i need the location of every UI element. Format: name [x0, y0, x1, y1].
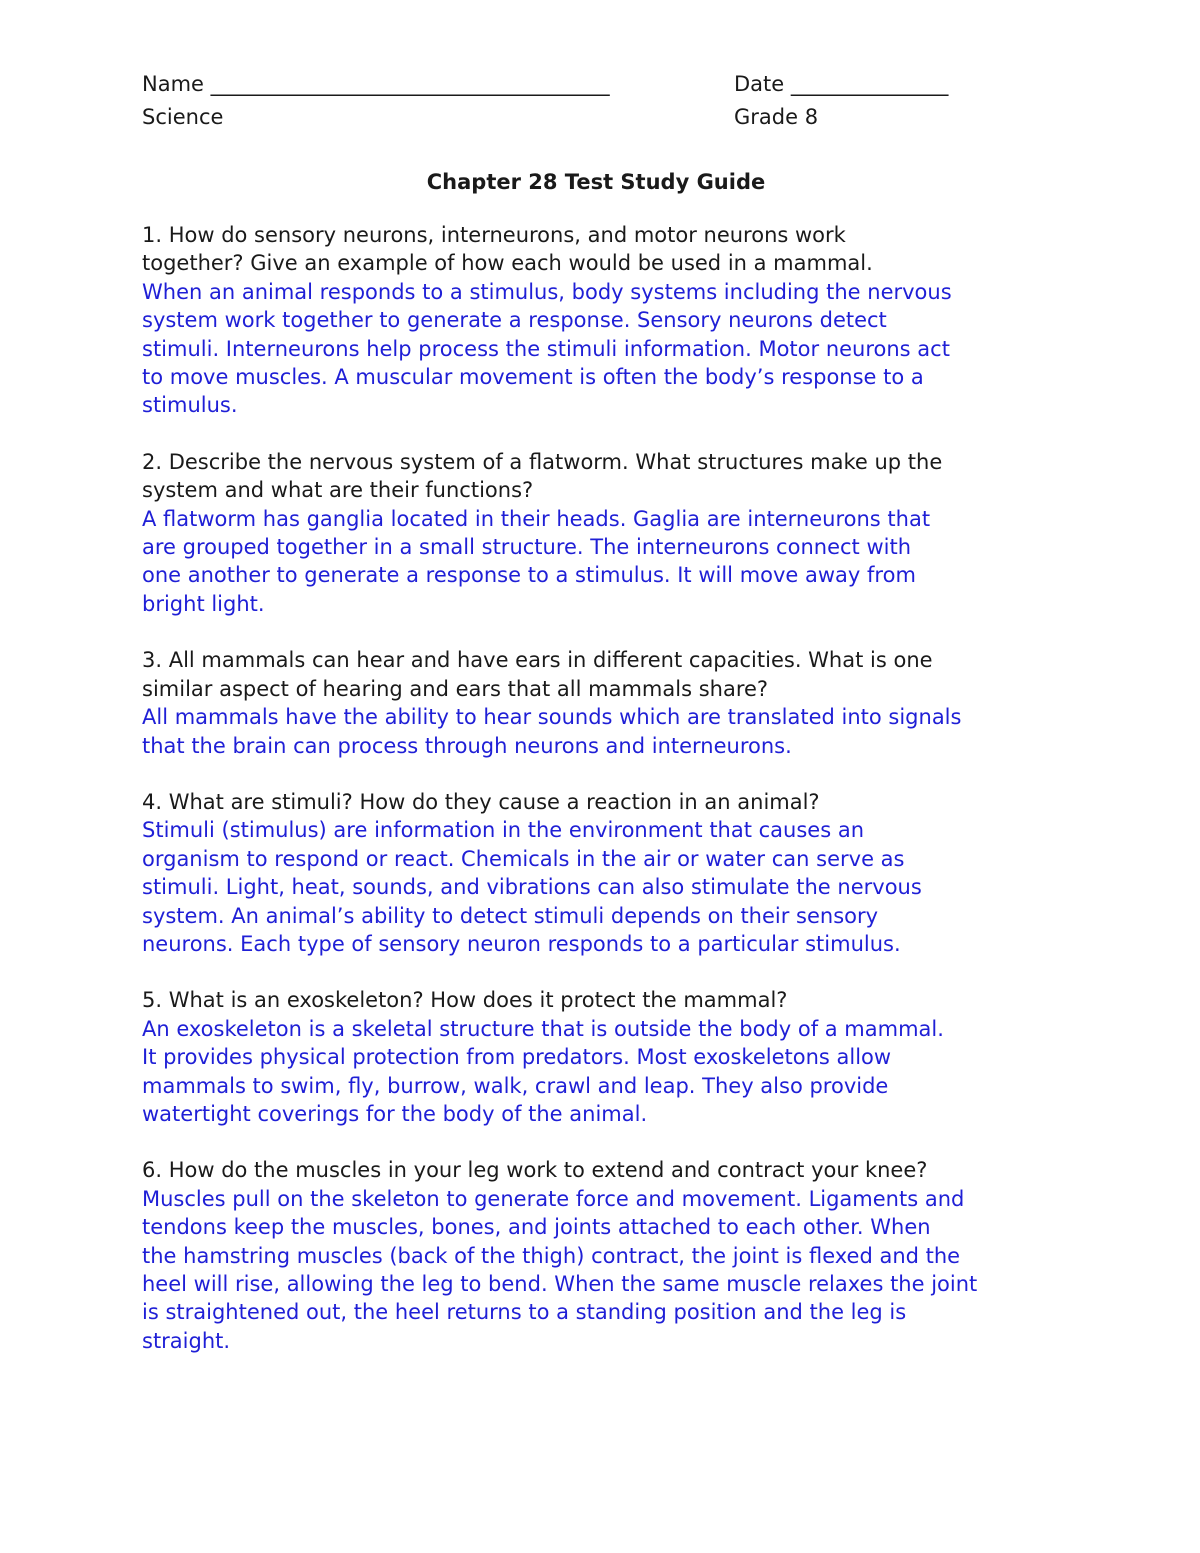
answer-line: stimuli. Interneurons help process the stimuli information. Motor neurons act — [142, 336, 950, 361]
page-title: Chapter 28 Test Study Guide — [426, 170, 766, 194]
question-line: 6. How do the muscles in your leg work to extend and contract your knee? — [142, 1158, 928, 1183]
answer-text — [142, 1015, 1062, 1129]
answer-text — [142, 1185, 1062, 1355]
question-text — [142, 448, 1062, 505]
question-block — [142, 448, 1062, 618]
question-line: together? Give an example of how each would be used in a mammal. — [142, 251, 873, 276]
answer-text — [142, 816, 1062, 958]
answer-line: system work together to generate a response. Sensory neurons detect — [142, 308, 887, 333]
answer-line: It provides physical protection from predators. Most exoskeletons allow — [142, 1045, 892, 1070]
question-text — [142, 1156, 1062, 1184]
answer-line: straight. — [142, 1328, 231, 1353]
question-block — [142, 788, 1062, 958]
answer-line: one another to generate a response to a stimulus. It will move away from — [142, 563, 916, 588]
answer-line: that the brain can process through neurons and interneurons. — [142, 733, 792, 758]
answer-text — [142, 505, 1062, 619]
answer-line: All mammals have the ability to hear sounds which are translated into signals — [142, 705, 962, 730]
answer-line: are grouped together in a small structure. The interneurons connect with — [142, 535, 912, 560]
answer-text — [142, 703, 1062, 760]
question-line: 2. Describe the nervous system of a flatworm. What structures make up the — [142, 449, 943, 474]
answer-line: system. An animal’s ability to detect stimuli depends on their sensory — [142, 903, 879, 928]
answer-line: stimulus. — [142, 393, 238, 418]
question-line: 1. How do sensory neurons, interneurons, and motor neurons work — [142, 223, 846, 247]
answer-line: organism to respond or react. Chemicals in the air or water can serve as — [142, 846, 905, 871]
question-block — [142, 221, 1062, 420]
grade-label: Grade 8 — [734, 105, 819, 129]
header-row-name-date — [142, 68, 1062, 101]
answer-line: When an animal responds to a stimulus, body systems including the nervous — [142, 279, 952, 304]
answer-line: Muscles pull on the skeleton to generate force and movement. Ligaments and — [142, 1186, 965, 1211]
answer-line: Stimuli (stimulus) are information in the environment that causes an — [142, 818, 865, 843]
answer-text — [142, 278, 1062, 420]
answer-line: heel will rise, allowing the leg to bend. When the same muscle relaxes the joint — [142, 1272, 978, 1296]
answer-line: watertight coverings for the body of the animal. — [142, 1101, 648, 1126]
question-list — [142, 221, 1062, 1355]
date-field-label: Date _______________ — [734, 72, 949, 96]
study-guide-page — [142, 68, 1062, 1383]
question-block — [142, 986, 1062, 1128]
answer-line: is straightened out, the heel returns to a standing position and the leg is — [142, 1300, 907, 1325]
subject-label: Science — [142, 105, 224, 129]
question-line: similar aspect of hearing and ears that all mammals share? — [142, 676, 769, 701]
answer-line: the hamstring muscles (back of the thigh) contract, the joint is flexed and the — [142, 1243, 961, 1268]
name-field-label: Name ______________________________________ — [142, 72, 610, 96]
answer-line: stimuli. Light, heat, sounds, and vibrations can also stimulate the nervous — [142, 875, 922, 900]
question-text — [142, 788, 1062, 816]
question-line: 3. All mammals can hear and have ears in different capacities. What is one — [142, 648, 933, 673]
header-row-subject-grade — [142, 101, 1062, 134]
answer-line: tendons keep the muscles, bones, and joints attached to each other. When — [142, 1215, 931, 1240]
answer-line: An exoskeleton is a skeletal structure that is outside the body of a mammal. — [142, 1016, 944, 1041]
question-text — [142, 646, 1062, 703]
question-block — [142, 646, 1062, 760]
question-line: 4. What are stimuli? How do they cause a reaction in an animal? — [142, 789, 820, 814]
answer-line: mammals to swim, fly, burrow, walk, crawl and leap. They also provide — [142, 1073, 889, 1098]
question-block — [142, 1156, 1062, 1355]
answer-line: A flatworm has ganglia located in their heads. Gaglia are interneurons that — [142, 506, 931, 531]
answer-line: bright light. — [142, 591, 265, 616]
question-line: 5. What is an exoskeleton? How does it protect the mammal? — [142, 988, 788, 1013]
answer-line: neurons. Each type of sensory neuron responds to a particular stimulus. — [142, 931, 901, 956]
question-text — [142, 221, 1062, 278]
question-line: system and what are their functions? — [142, 478, 534, 503]
answer-line: to move muscles. A muscular movement is often the body’s response to a — [142, 365, 924, 390]
question-text — [142, 986, 1062, 1014]
